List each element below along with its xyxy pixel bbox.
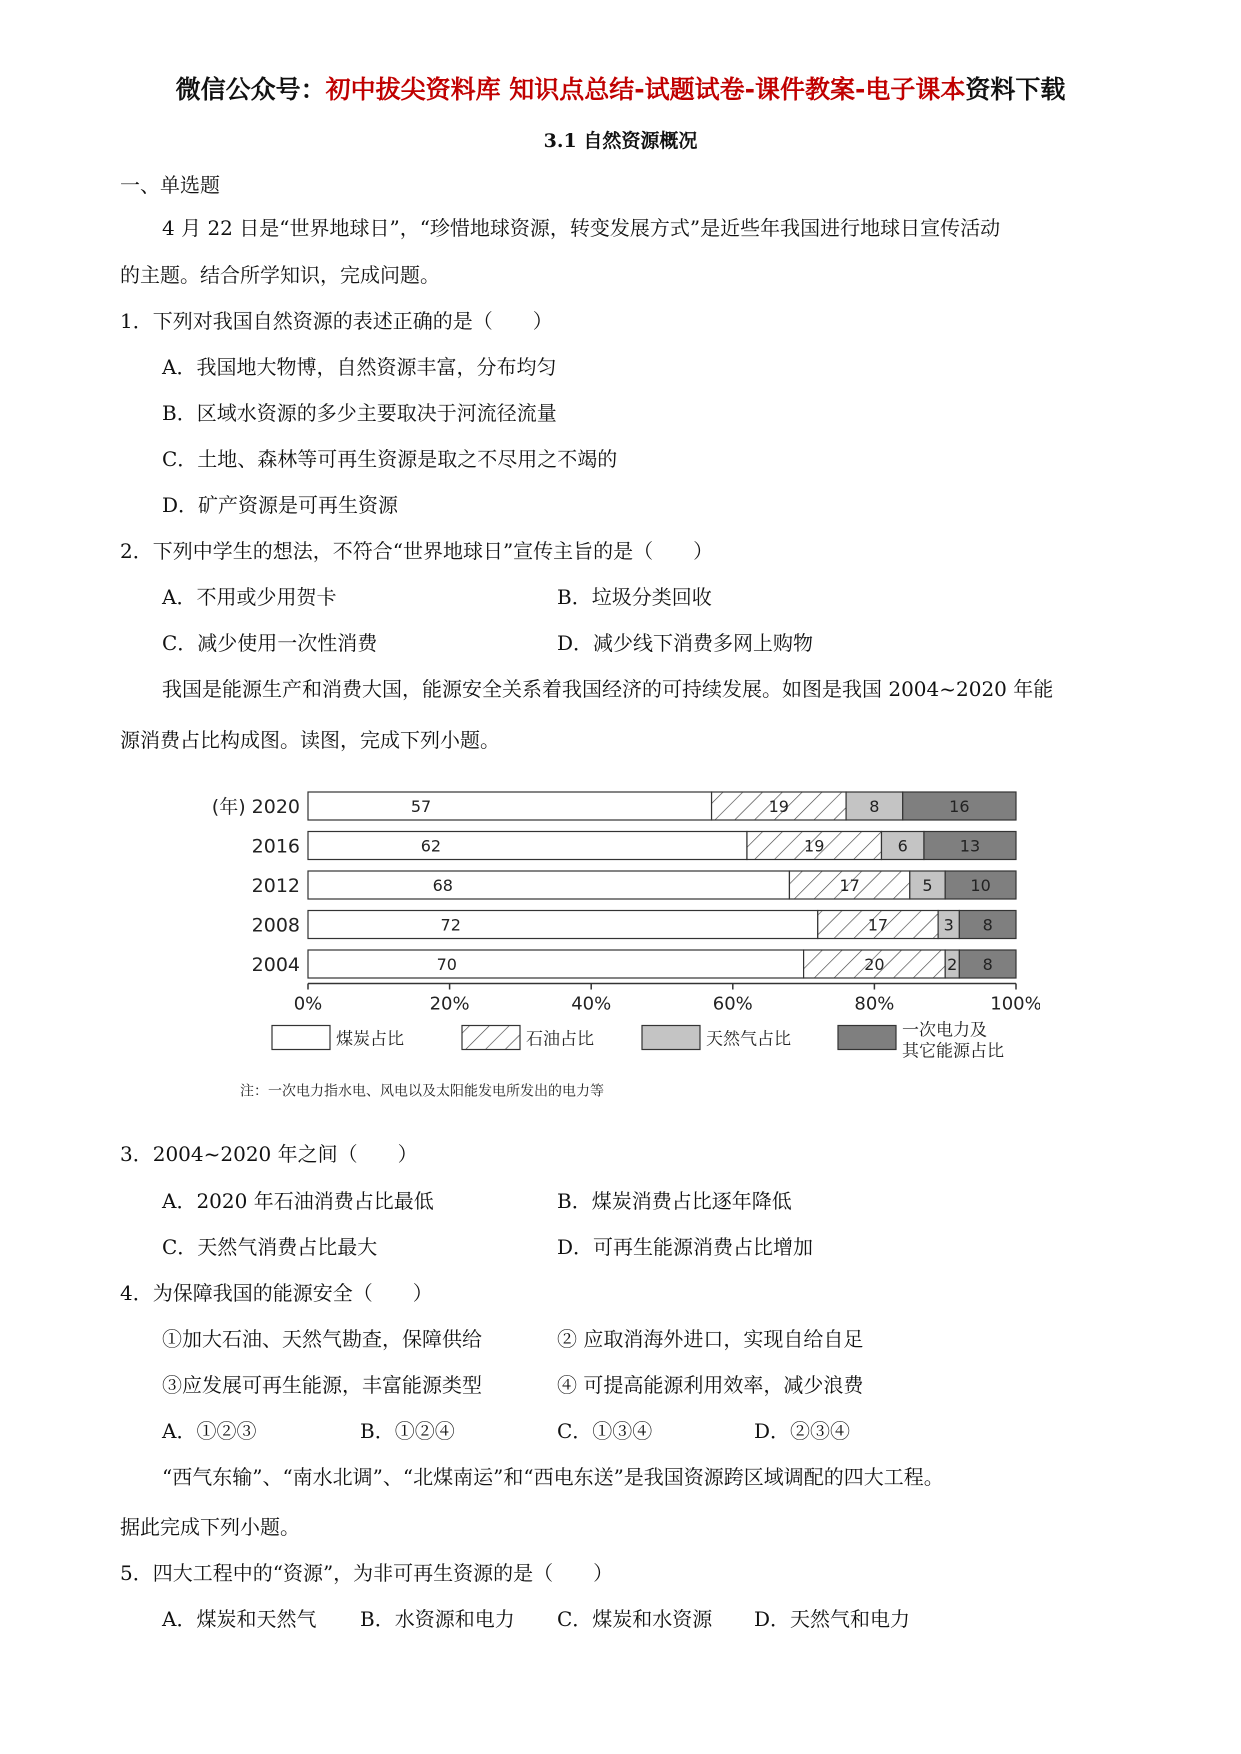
- legend-label-4-line2: 其它能源占比: [902, 1041, 1004, 1062]
- data-label-2016-series-1: 62: [420, 836, 442, 856]
- data-label-2012-series-2: 17: [839, 876, 860, 895]
- data-label-2012-series-4: 10: [970, 876, 991, 895]
- q3-option-a: A．2020 年石油消费占比最低: [162, 1189, 434, 1213]
- legend-swatch-1: [272, 1026, 330, 1050]
- year-label-2020: (年) 2020: [211, 796, 300, 818]
- data-label-2004-series-3: 2: [947, 955, 958, 974]
- page-header: [0, 70, 1241, 106]
- chart-note: 注：一次电力指水电、风电以及太阳能发电所发出的电力等: [240, 1083, 604, 1100]
- legend-label-1: 煤炭占比: [336, 1029, 404, 1050]
- data-label-2004-series-1: 70: [436, 955, 457, 974]
- data-label-2020-series-1: 57: [410, 797, 432, 816]
- section-heading: 一、单选题: [120, 173, 220, 197]
- year-label-2016: 2016: [251, 835, 300, 858]
- legend-swatch-4: [838, 1026, 896, 1050]
- legend-label-2: 石油占比: [526, 1029, 594, 1050]
- legend-swatch-2: [462, 1026, 520, 1050]
- energy-chart-svg: [200, 780, 1040, 1120]
- q2-stem: 2．下列中学生的想法，不符合“世界地球日”宣传主旨的是（ ）: [120, 539, 714, 563]
- data-label-2020-series-4: 16: [949, 797, 970, 816]
- year-label-2012: 2012: [251, 875, 300, 897]
- header-suffix: 资料下载: [965, 75, 1066, 104]
- data-label-2008-series-4: 8: [982, 915, 993, 935]
- x-tick-label-2: 40%: [571, 993, 612, 1015]
- q1-stem: 1．下列对我国自然资源的表述正确的是（ ）: [120, 309, 553, 333]
- header-highlight: 初中拔尖资料库 知识点总结-试题试卷-课件教案-电子课本: [325, 75, 966, 104]
- data-label-2016-series-2: 19: [804, 836, 825, 856]
- intro3-line2: 据此完成下列小题。: [120, 1515, 300, 1539]
- x-tick-label-1: 20%: [429, 993, 470, 1015]
- bar-2020-series-1: [308, 792, 712, 820]
- data-label-2020-series-2: 19: [768, 797, 789, 816]
- q4-statement-1: ①加大石油、天然气勘查，保障供给: [162, 1327, 482, 1351]
- q1-option-c: C．土地、森林等可再生资源是取之不尽用之不竭的: [162, 447, 618, 471]
- x-tick-label-4: 80%: [854, 993, 895, 1015]
- intro1-line2: 的主题。结合所学知识，完成问题。: [120, 263, 440, 287]
- q5-stem: 5．四大工程中的“资源”，为非可再生资源的是（ ）: [120, 1561, 614, 1585]
- year-label-2008: 2008: [251, 914, 300, 937]
- q4-option-b: B．①②④: [360, 1419, 455, 1443]
- data-label-2004-series-2: 20: [864, 955, 885, 974]
- bar-2016-series-1: [308, 832, 747, 860]
- data-label-2008-series-2: 17: [867, 915, 889, 935]
- data-label-2020-series-3: 8: [869, 797, 880, 816]
- q5-option-a: A．煤炭和天然气: [162, 1607, 317, 1631]
- legend-label-4-line1: 一次电力及: [902, 1020, 987, 1041]
- data-label-2012-series-1: 68: [432, 876, 453, 895]
- bar-2008-series-1: [308, 911, 818, 939]
- intro2-line2: 源消费占比构成图。读图，完成下列小题。: [120, 728, 500, 752]
- data-label-2008-series-1: 72: [440, 915, 461, 935]
- page-title: 3.1 自然资源概况: [543, 130, 698, 152]
- q3-option-d: D．可再生能源消费占比增加: [557, 1235, 814, 1259]
- data-label-2012-series-3: 5: [922, 876, 933, 895]
- q3-stem: 3．2004~2020 年之间（ ）: [120, 1142, 418, 1166]
- data-label-2008-series-3: 3: [943, 915, 954, 935]
- q4-statement-4: ④ 可提高能源利用效率，减少浪费: [557, 1373, 864, 1397]
- x-tick-label-0: 0%: [293, 993, 323, 1015]
- q4-statement-2: ② 应取消海外进口，实现自给自足: [557, 1327, 864, 1351]
- data-label-2016-series-3: 6: [897, 836, 908, 856]
- q2-option-b: B．垃圾分类回收: [557, 585, 712, 609]
- q3-option-c: C．天然气消费占比最大: [162, 1235, 378, 1259]
- q5-option-d: D．天然气和电力: [754, 1607, 911, 1631]
- x-tick-label-3: 60%: [712, 993, 753, 1015]
- q2-option-d: D．减少线下消费多网上购物: [557, 631, 814, 655]
- q1-option-a: A．我国地大物博，自然资源丰富，分布均匀: [162, 355, 557, 379]
- q5-option-c: C．煤炭和水资源: [557, 1607, 713, 1631]
- year-label-2004: 2004: [251, 954, 300, 976]
- q2-option-c: C．减少使用一次性消费: [162, 631, 378, 655]
- q1-option-d: D．矿产资源是可再生资源: [162, 493, 399, 517]
- legend-swatch-3: [642, 1026, 700, 1050]
- q1-option-b: B．区域水资源的多少主要取决于河流径流量: [162, 401, 557, 425]
- q3-option-b: B．煤炭消费占比逐年降低: [557, 1189, 792, 1213]
- q4-option-a: A．①②③: [162, 1419, 257, 1443]
- legend-label-3: 天然气占比: [706, 1029, 791, 1050]
- data-label-2016-series-4: 13: [959, 836, 981, 856]
- q5-option-b: B．水资源和电力: [360, 1607, 515, 1631]
- q4-statement-3: ③应发展可再生能源，丰富能源类型: [162, 1373, 482, 1397]
- intro1-line1: 4 月 22 日是“世界地球日”，“珍惜地球资源，转变发展方式”是近些年我国进行地球日宣传活动: [162, 216, 1001, 240]
- q4-stem: 4．为保障我国的能源安全（ ）: [120, 1281, 433, 1305]
- q2-option-a: A．不用或少用贺卡: [162, 585, 337, 609]
- q4-option-c: C．①③④: [557, 1419, 653, 1443]
- header-prefix: 微信公众号：: [175, 75, 326, 104]
- data-label-2004-series-4: 8: [982, 955, 993, 974]
- intro2-line1: 我国是能源生产和消费大国，能源安全关系着我国经济的可持续发展。如图是我国 2004~2020 年能: [162, 677, 1054, 701]
- energy-chart: [200, 780, 1040, 1124]
- bar-2012-series-1: [308, 871, 789, 899]
- bar-2004-series-1: [308, 950, 804, 978]
- x-tick-label-5: 100%: [990, 993, 1040, 1015]
- q4-option-d: D．②③④: [754, 1419, 851, 1443]
- intro3-line1: “西气东输”、“南水北调”、“北煤南运”和“西电东送”是我国资源跨区域调配的四大工程。: [162, 1465, 944, 1489]
